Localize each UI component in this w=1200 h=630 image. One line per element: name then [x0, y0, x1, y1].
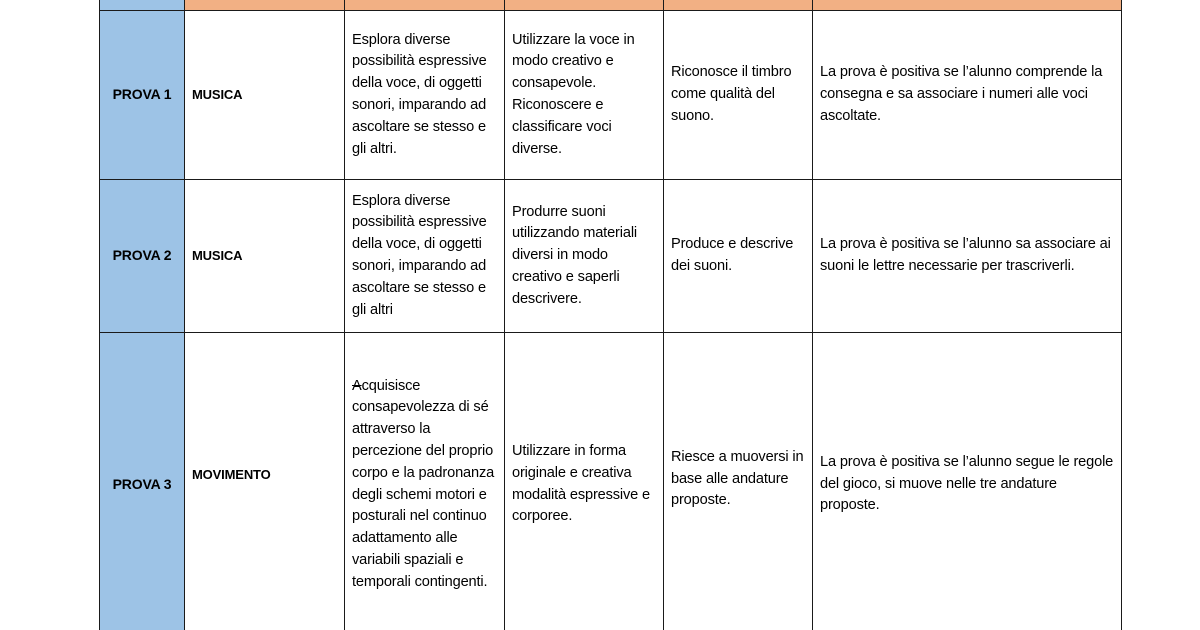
row-competenza	[345, 333, 505, 630]
row-valutazione: La prova è positiva se l’alunno sa associare ai suoni le lettre necessarie per trascriverli.	[813, 180, 1122, 333]
row-label: PROVA 1	[100, 11, 185, 180]
row-valutazione: La prova è positiva se l’alunno segue le regole del gioco, si muove nelle tre andature proposte.	[813, 333, 1122, 630]
row-obiettivo: Utilizzare in forma originale e creativa modalità espressive e corporee.	[505, 333, 664, 630]
header-cell-obiettivo	[505, 0, 664, 11]
assessment-table	[99, 0, 1122, 630]
header-cell-label	[100, 0, 185, 11]
row-competenza: Esplora diverse possibilità espressive della voce, di oggetti sonori, imparando ad ascoltare se stesso e gli altri	[345, 180, 505, 333]
table-header-row	[100, 0, 1122, 11]
row-obiettivo: Utilizzare la voce in modo creativo e consapevole. Riconoscere e classificare voci diverse.	[505, 11, 664, 180]
header-cell-competenza	[345, 0, 505, 11]
row-evidenza: Produce e descrive dei suoni.	[664, 180, 813, 333]
header-cell-area	[185, 0, 345, 11]
row-competenza: Esplora diverse possibilità espressive della voce, di oggetti sonori, imparando ad ascoltare se stesso e gli altri.	[345, 11, 505, 180]
row-label: PROVA 2	[100, 180, 185, 333]
table-row	[100, 11, 1122, 180]
row-obiettivo: Produrre suoni utilizzando materiali diversi in modo creativo e saperli descrivere.	[505, 180, 664, 333]
row-evidenza: Riesce a muoversi in base alle andature proposte.	[664, 333, 813, 630]
table-row	[100, 333, 1122, 630]
row-label: PROVA 3	[100, 333, 185, 630]
row-area: MUSICA	[185, 180, 345, 333]
row-competenza-text: cquisisce consapevolezza di sé attraverso la percezione del proprio corpo e la padronanza degli schemi motori e posturali nel continuo adattamento alle variabili spaziali e temporali contingenti.	[352, 377, 495, 590]
header-cell-valutazione	[813, 0, 1122, 11]
row-area: MUSICA	[185, 11, 345, 180]
table-row	[100, 180, 1122, 333]
struck-letter: A	[352, 377, 362, 394]
row-valutazione: La prova è positiva se l’alunno comprende la consegna e sa associare i numeri alle voci ascoltate.	[813, 11, 1122, 180]
row-area: MOVIMENTO	[185, 333, 345, 630]
row-evidenza: Riconosce il timbro come qualità del suono.	[664, 11, 813, 180]
header-cell-evidenza	[664, 0, 813, 11]
